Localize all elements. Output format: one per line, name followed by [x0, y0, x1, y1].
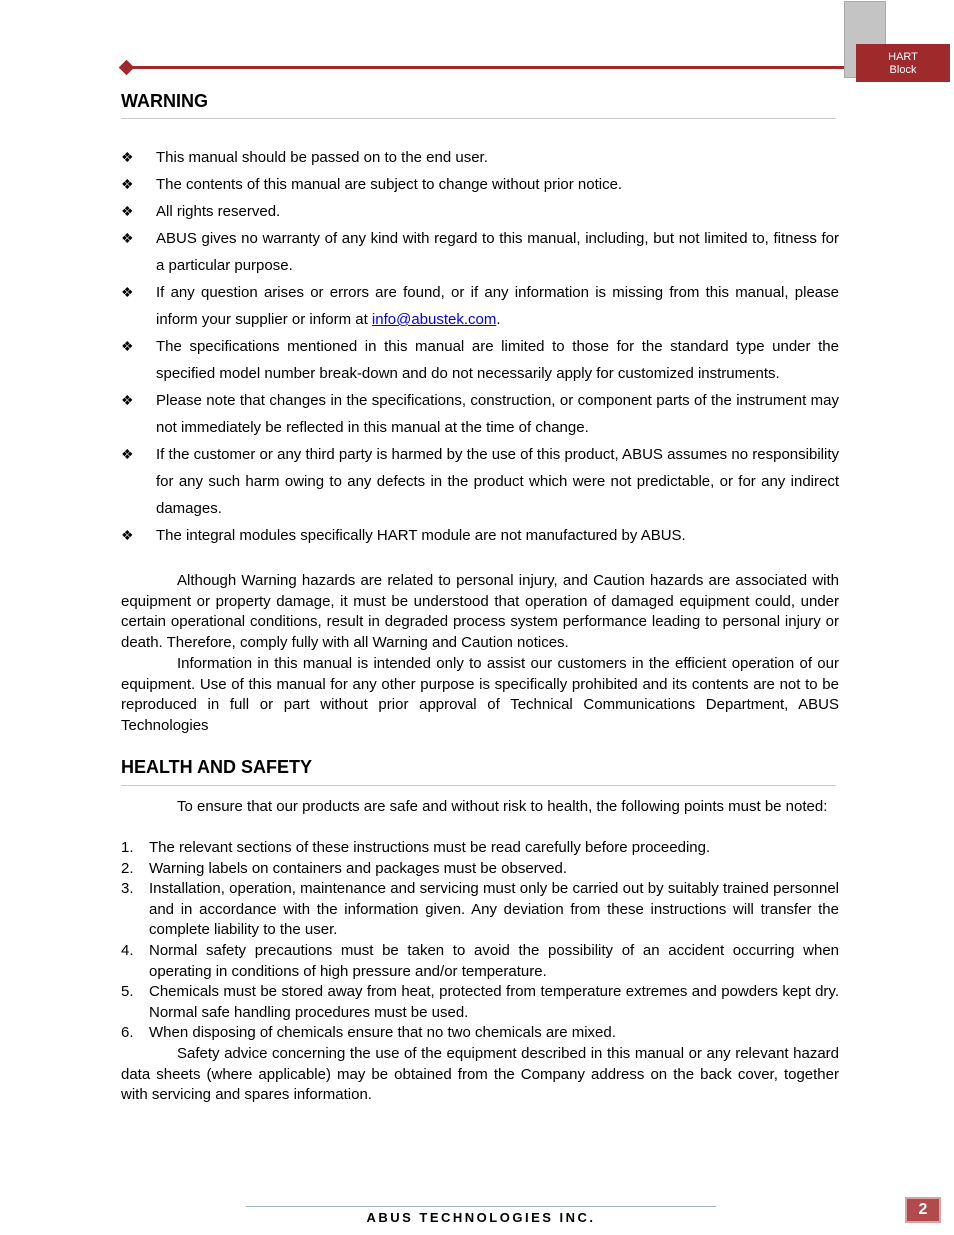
list-item [121, 198, 839, 225]
header-diamond-ornament [119, 60, 135, 76]
bullet-diamond-icon: ❖ [121, 527, 134, 543]
list-item [121, 879, 839, 941]
header-section-tab [856, 44, 950, 82]
list-item [121, 838, 839, 859]
list-item [121, 941, 839, 982]
bullet-text: The integral modules specifically HART module are not manufactured by ABUS. [156, 527, 686, 544]
warning-paragraph-hazards: Although Warning hazards are related to personal injury, and Caution hazards are associated with equipment or property damage, it must be understood that operation of damaged equipment could, under certain operational conditions, result in degraded process system performance leading to personal injury or death. Therefore, comply fully with all Warning and Caution notices. [121, 572, 839, 652]
health-safety-heading: HEALTH AND SAFETY [121, 757, 312, 777]
bullet-diamond-icon: ❖ [121, 176, 134, 192]
list-item [121, 279, 839, 333]
section-tab-line1: HART [888, 51, 918, 63]
item-number: 5. [121, 983, 134, 1001]
header-rule [124, 66, 846, 69]
bullet-diamond-icon: ❖ [121, 149, 134, 165]
bullet-diamond-icon: ❖ [121, 203, 134, 219]
bullet-text: If the customer or any third party is harmed by the use of this product, ABUS assumes no responsibility for any such harm owing to any defects in the product which were not predictable, or for any indirect damages. [156, 446, 839, 517]
item-number: 6. [121, 1024, 134, 1042]
health-safety-numbered-list [121, 838, 839, 1044]
item-number: 2. [121, 859, 134, 877]
list-item [121, 859, 839, 880]
bullet-text: ABUS gives no warranty of any kind with regard to this manual, including, but not limited to, fitness for a particular purpose. [156, 230, 839, 274]
list-item [121, 144, 839, 171]
item-number: 4. [121, 941, 134, 959]
item-number: 1. [121, 839, 134, 856]
warning-heading-rule [121, 118, 836, 119]
list-item [121, 522, 839, 549]
list-item [121, 171, 839, 198]
list-item [121, 982, 839, 1023]
list-item [121, 225, 839, 279]
item-text: The relevant sections of these instructions must be read carefully before proceeding. [149, 839, 711, 856]
bullet-text: The specifications mentioned in this manual are limited to those for the standard type under the specified model number break-down and do not necessarily apply for customized instruments. [156, 338, 839, 382]
bullet-text: All rights reserved. [156, 203, 281, 220]
warning-paragraph-usage: Information in this manual is intended only to assist our customers in the efficient operation of our equipment. Use of this manual for any other purpose is specifically prohibited and its contents are not to be reproduced in full or part without prior approval of Technical Communications Department, ABUS Technologies [121, 655, 839, 735]
health-safety-closing: Safety advice concerning the use of the equipment described in this manual or any relevant hazard data sheets (where applicable) may be obtained from the Company address on the back cover, together with servicing and spares information. [121, 1045, 839, 1104]
list-item [121, 387, 839, 441]
list-item [121, 441, 839, 522]
item-text: Chemicals must be stored away from heat, protected from temperature extremes and powders kept dry. Normal safe handling procedures must be used. [149, 983, 839, 1021]
bullet-diamond-icon: ❖ [121, 446, 134, 462]
bullet-text: The contents of this manual are subject to change without prior notice. [156, 176, 623, 193]
item-text: Normal safety precautions must be taken to avoid the possibility of an accident occurring when operating in conditions of high pressure and/or temperature. [149, 941, 839, 980]
list-item [121, 333, 839, 387]
page-number-badge: 2 [905, 1197, 941, 1223]
item-number: 3. [121, 880, 134, 898]
warning-heading: WARNING [121, 91, 208, 111]
bullet-diamond-icon: ❖ [121, 230, 134, 246]
list-item [121, 1023, 839, 1044]
bullet-text-before-link: If any question arises or errors are found, or if any information is missing from this manual, please inform your supplier or inform at [156, 284, 839, 328]
bullet-diamond-icon: ❖ [121, 284, 134, 300]
health-safety-intro: To ensure that our products are safe and without risk to health, the following points must be noted: [177, 798, 828, 815]
bullet-text: This manual should be passed on to the end user. [156, 149, 488, 166]
health-safety-heading-rule [121, 785, 836, 786]
bullet-diamond-icon: ❖ [121, 338, 134, 354]
footer-rule [246, 1206, 716, 1207]
bullet-text-after-link: . [496, 311, 501, 328]
bullet-diamond-icon: ❖ [121, 392, 134, 408]
item-text: Warning labels on containers and packages must be observed. [149, 859, 568, 877]
section-tab-line2: Block [889, 64, 917, 76]
item-text: Installation, operation, maintenance and servicing must only be carried out by suitably trained personnel and in accordance with the information given. Any deviation from these instructions will transfer the complete liability to the user. [149, 880, 839, 939]
support-email-link[interactable]: info@abustek.com [371, 311, 497, 328]
bullet-text: Please note that changes in the specifications, construction, or component parts of the instrument may not immediately be reflected in this manual at the time of change. [156, 392, 839, 436]
item-text: When disposing of chemicals ensure that no two chemicals are mixed. [149, 1024, 616, 1042]
footer-company-name: ABUS TECHNOLOGIES INC. [366, 1210, 596, 1225]
warning-bullet-list [121, 144, 839, 549]
